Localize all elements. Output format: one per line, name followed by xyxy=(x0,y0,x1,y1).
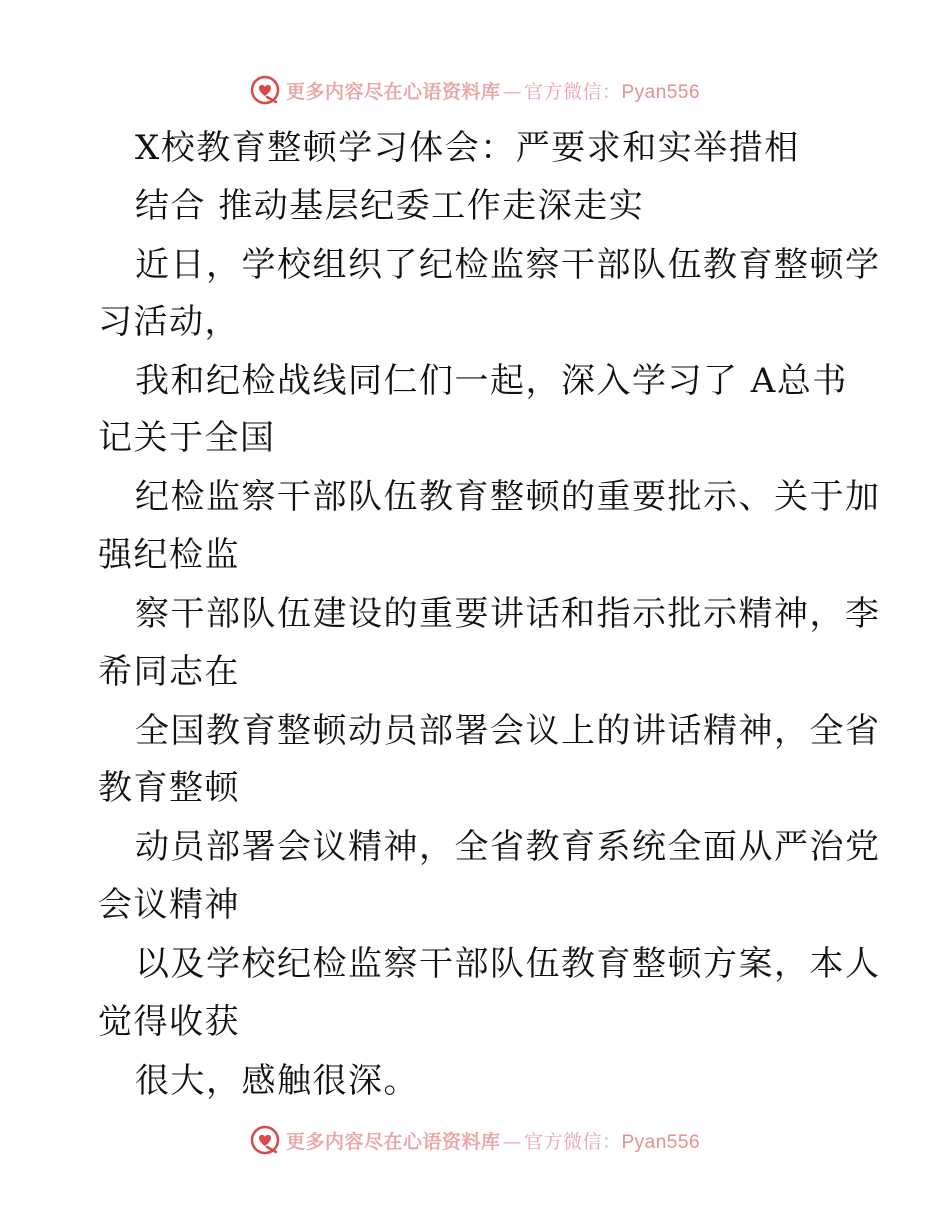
paragraph-line: 希同志在 xyxy=(98,652,240,692)
paragraph-line: 动员部署会议精神，全省教育系统全面从严治党 xyxy=(135,827,881,867)
paragraph-line: 以及学校纪检监察干部队伍教育整顿方案，本人 xyxy=(135,944,881,984)
paragraph-line: 强纪检监 xyxy=(98,535,240,575)
heart-pen-logo-icon xyxy=(250,75,280,105)
heart-pen-logo-icon xyxy=(250,1125,280,1155)
wechat-account: Pyan556 xyxy=(621,81,701,103)
footer-banner xyxy=(0,1120,950,1160)
document-title-line-1: X校教育整顿学习体会：严要求和实举措相 xyxy=(135,128,800,168)
paragraph-line: 教育整顿 xyxy=(98,768,240,808)
header-banner xyxy=(0,70,950,110)
brand-text: 更多内容尽在心语资料库 xyxy=(285,1130,501,1153)
brand-text: 更多内容尽在心语资料库 xyxy=(285,80,501,103)
paragraph-line: 纪检监察干部队伍教育整顿的重要批示、关于加 xyxy=(135,477,881,517)
paragraph-line: 我和纪检战线同仁们一起，深入学习了 A总书 xyxy=(135,361,848,401)
paragraph-line: 会议精神 xyxy=(98,885,240,925)
footer-banner-text xyxy=(286,1127,700,1154)
paragraph-line: 察干部队伍建设的重要讲话和指示批示精神，李 xyxy=(135,594,881,634)
separator: — xyxy=(502,1130,522,1153)
wechat-label: 官方微信： xyxy=(523,1130,622,1153)
document-title-line-2: 结合 推动基层纪委工作走深走实 xyxy=(135,186,645,226)
wechat-label: 官方微信： xyxy=(523,80,622,103)
paragraph-line: 近日，学校组织了纪检监察干部队伍教育整顿学 xyxy=(135,245,881,285)
header-banner-text xyxy=(286,77,700,104)
paragraph-line: 很大，感触很深。 xyxy=(135,1061,419,1101)
separator: — xyxy=(502,80,522,103)
paragraph-line: 全国教育整顿动员部署会议上的讲话精神，全省 xyxy=(135,711,881,751)
paragraph-line: 觉得收获 xyxy=(98,1002,240,1042)
paragraph-line: 记关于全国 xyxy=(98,418,276,458)
paragraph-line: 习活动， xyxy=(98,302,240,342)
wechat-account: Pyan556 xyxy=(621,1131,701,1153)
